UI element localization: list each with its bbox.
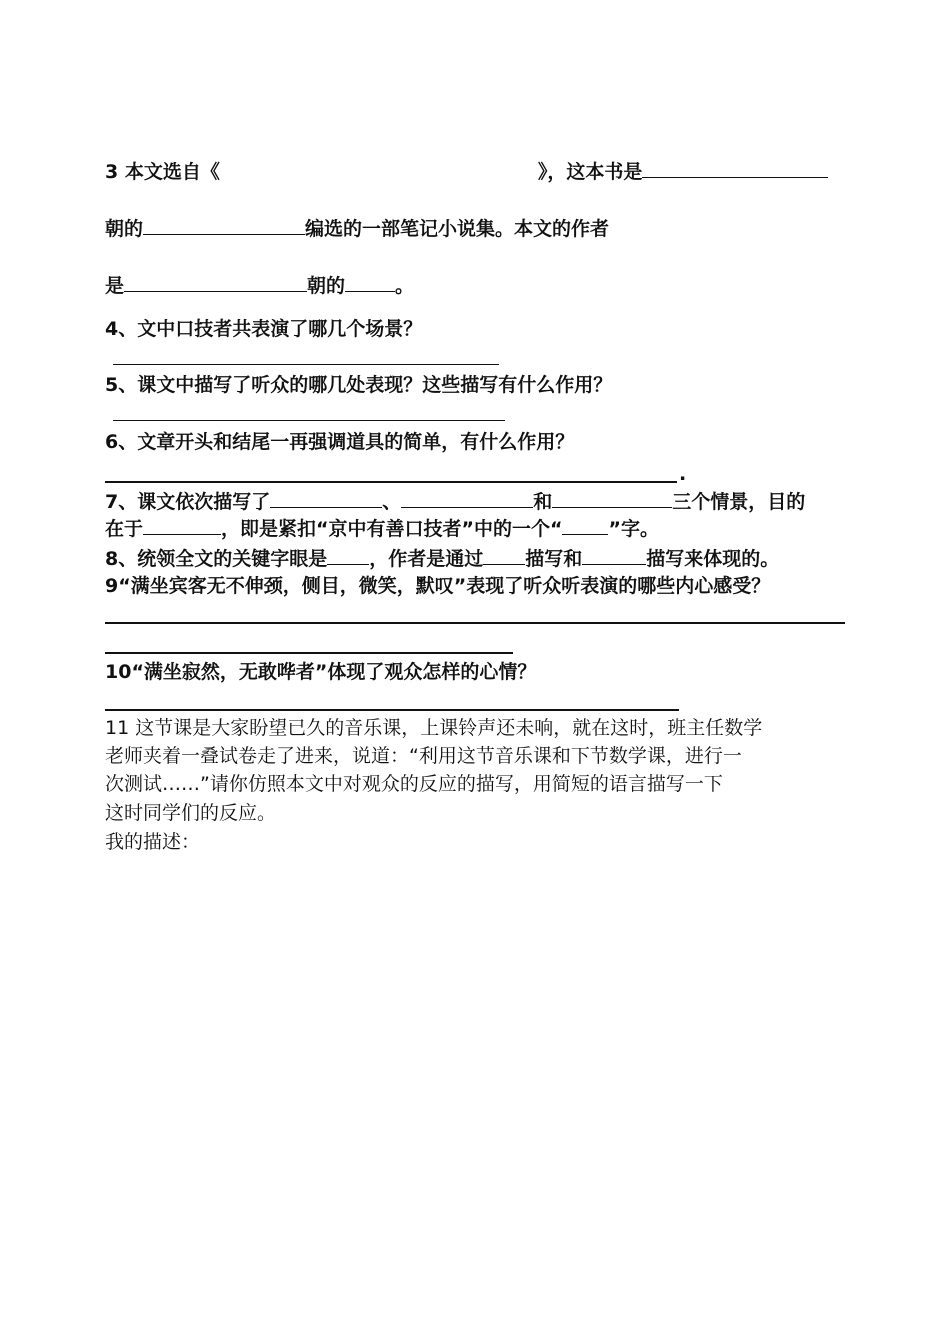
q7-text-f: ，即是紧扣“京中有善口技者”中的一个“ <box>221 518 563 540</box>
q7-blank-5[interactable] <box>562 514 608 535</box>
q3-text-c: 朝的 <box>105 218 144 240</box>
q3-blank-dynasty-1[interactable] <box>642 157 828 178</box>
q3-text-a: 3 本文选自《 <box>105 161 220 183</box>
q3-blank-book[interactable] <box>220 158 538 178</box>
q7-text-b: 、 <box>382 491 402 513</box>
q7-text-d: 三个情景，目的 <box>672 491 806 513</box>
q7-blank-3[interactable] <box>552 487 672 508</box>
q5-answer-line[interactable] <box>113 420 505 421</box>
q10-answer-line[interactable] <box>105 709 679 711</box>
q7-blank-1[interactable] <box>270 487 382 508</box>
q8-blank-3[interactable] <box>582 544 646 565</box>
q4-answer-line[interactable] <box>113 364 499 365</box>
q7-line-2 <box>105 514 659 542</box>
q3-line-3 <box>105 271 414 299</box>
q3-blank-compiler[interactable] <box>143 214 305 235</box>
q6-end-mark: . <box>679 463 687 485</box>
q3-text-f: 朝的 <box>307 275 346 297</box>
q3-line-1 <box>105 157 828 185</box>
q7-text-e: 在于 <box>105 518 144 540</box>
q8-blank-2[interactable] <box>483 544 525 565</box>
q8-blank-1[interactable] <box>327 544 369 565</box>
q9-answer-line-2[interactable] <box>105 652 513 654</box>
q11-answer-label: 我的描述： <box>105 831 201 853</box>
q7-text-c: 和 <box>533 491 553 513</box>
q8-text-c: 描写和 <box>525 548 583 570</box>
q3-text-e: 是 <box>105 275 125 297</box>
q11-line-2: 老师夹着一叠试卷走了进来，说道：“利用这节音乐课和下节数学课，进行一 <box>105 745 742 767</box>
q11-line-1: 11 这节课是大家盼望已久的音乐课，上课铃声还未响，就在这时，班主任数学 <box>105 717 763 739</box>
q3-text-g: 。 <box>395 275 415 297</box>
q7-text-g: ”字。 <box>608 518 659 540</box>
q9-question: 9“满坐宾客无不伸颈，侧目，微笑，默叹”表现了听众听表演的哪些内心感受？ <box>105 575 771 597</box>
q8-text-a: 8、统领全文的关键字眼是 <box>105 548 328 570</box>
q6-question: 6、文章开头和结尾一再强调道具的简单，有什么作用？ <box>105 431 575 453</box>
q3-text-b: 》，这本书是 <box>537 161 643 183</box>
q9-answer-line-1[interactable] <box>105 622 845 624</box>
q3-line-2 <box>105 214 609 242</box>
q3-blank-author[interactable] <box>124 271 307 292</box>
q8-text-d: 描写来体现的。 <box>646 548 780 570</box>
q8-line <box>105 544 779 572</box>
q6-answer-line[interactable] <box>105 481 677 483</box>
q7-blank-2[interactable] <box>401 487 533 508</box>
q8-text-b: ，作者是通过 <box>369 548 484 570</box>
q3-blank-dynasty-2[interactable] <box>345 271 395 292</box>
q3-text-d: 编选的一部笔记小说集。本文的作者 <box>305 218 610 240</box>
q7-text-a: 7、课文依次描写了 <box>105 491 271 513</box>
q7-blank-4[interactable] <box>143 514 221 535</box>
q10-question: 10“满坐寂然，无敢哗者”体现了观众怎样的心情？ <box>105 661 537 683</box>
q11-line-3: 次测试……”请你仿照本文中对观众的反应的描写，用简短的语言描写一下 <box>105 773 723 795</box>
q11-line-4: 这时同学们的反应。 <box>105 802 277 824</box>
q7-line-1 <box>105 487 805 515</box>
q4-question: 4、文中口技者共表演了哪几个场景？ <box>105 318 423 340</box>
q5-question: 5、课文中描写了听众的哪几处表现？这些描写有什么作用？ <box>105 374 613 396</box>
